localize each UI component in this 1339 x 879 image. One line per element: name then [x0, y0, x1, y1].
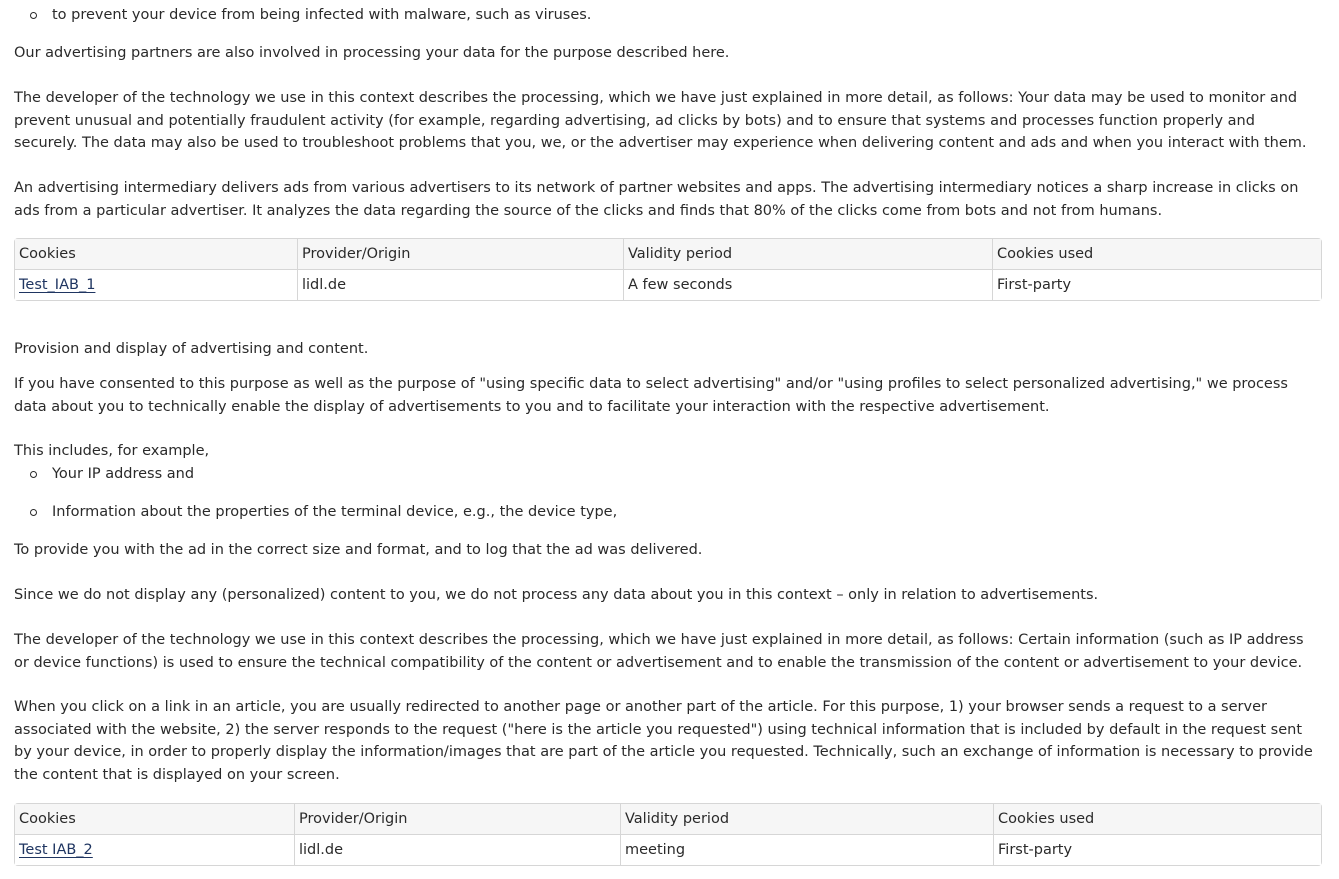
cookie-name-cell: [15, 270, 298, 300]
link-example-paragraph: When you click on a link in an article, you are usually redirected to another page or another part of the article. For this purpose, 1) your browser sends a request to a server associated with the website, 2) the server responds to the request ("here is the article you requested") using technical information that is included by default in the request sent by your device, in order to properly display the information/images that are part of the article you requested. Technically, such an exchange of information is necessary to provide the content that is displayed on your screen.: [14, 699, 1313, 783]
column-header-cookies: Cookies: [15, 239, 298, 270]
developer-description-paragraph: The developer of the technology we use in this context describes the processing, which we have just explained in more detail, as follows: Your data may be used to monitor and prevent unusual and potentially fraudulent activity (for example, regarding advertising, ad clicks by bots) and to ensure that systems and processes function properly and securely. The data may also be used to troubleshoot problems that you, we, or the advertiser may experience when delivering content and ads and when you interact with them.: [14, 90, 1307, 151]
table-row: [15, 270, 1321, 300]
includes-paragraph: This includes, for example,: [14, 443, 210, 459]
column-header-cookies-used: Cookies used: [994, 804, 1321, 835]
consent-paragraph: If you have consented to this purpose as well as the purpose of "using specific data to select advertising" and/or "using profiles to select personalized advertising," we process data about you to technically enable the display of advertisements to you and to facilitate your interaction with the respective advertisement.: [14, 376, 1288, 415]
cookie-name-link[interactable]: Test_IAB_1: [19, 277, 96, 293]
partners-paragraph: Our advertising partners are also involved in processing your data for the purpose described here.: [14, 45, 730, 61]
provider-cell: lidl.de: [298, 270, 624, 300]
table-header-row: [15, 804, 1321, 835]
column-header-cookies: Cookies: [15, 804, 295, 835]
list-item: Your IP address and: [14, 463, 1320, 486]
no-content-paragraph: Since we do not display any (personalized) content to you, we do not process any data about you in this context – only in relation to advertisements.: [14, 587, 1099, 603]
column-header-cookies-used: Cookies used: [993, 239, 1321, 270]
cookie-name-link[interactable]: Test IAB_2: [19, 842, 93, 858]
cookies-used-cell: First-party: [994, 835, 1321, 865]
malware-bullet-list: [14, 4, 1320, 27]
fraud-example-paragraph: An advertising intermediary delivers ads from various advertisers to its network of partner websites and apps. The advertising intermediary notices a sharp increase in clicks on ads from a particular advertiser. It analyzes the data regarding the source of the clicks and finds that 80% of the clicks come from bots and not from humans.: [14, 180, 1299, 219]
cookies-table-2: [14, 803, 1322, 866]
column-header-provider: Provider/Origin: [298, 239, 624, 270]
column-header-provider: Provider/Origin: [295, 804, 621, 835]
section-title: Provision and display of advertising and content.: [14, 341, 369, 357]
validity-cell: meeting: [621, 835, 994, 865]
list-item: Information about the properties of the terminal device, e.g., the device type,: [14, 501, 1320, 524]
table-row: [15, 835, 1321, 865]
developer-description-paragraph-2: The developer of the technology we use in this context describes the processing, which we have just explained in more detail, as follows: Certain information (such as IP address or device functions) is used to ensure the technical compatibility of the content or advertisement and to enable the transmission of the content or advertisement to your device.: [14, 632, 1304, 671]
cookies-table-1: [14, 238, 1322, 301]
column-header-validity: Validity period: [621, 804, 994, 835]
provide-paragraph: To provide you with the ad in the correct size and format, and to log that the ad was delivered.: [14, 542, 703, 558]
table-header-row: [15, 239, 1321, 270]
validity-cell: A few seconds: [624, 270, 993, 300]
provider-cell: lidl.de: [295, 835, 621, 865]
cookie-name-cell: [15, 835, 295, 865]
column-header-validity: Validity period: [624, 239, 993, 270]
cookies-used-cell: First-party: [993, 270, 1321, 300]
list-item: to prevent your device from being infected with malware, such as viruses.: [14, 4, 1320, 27]
data-bullet-list: [14, 463, 1320, 524]
